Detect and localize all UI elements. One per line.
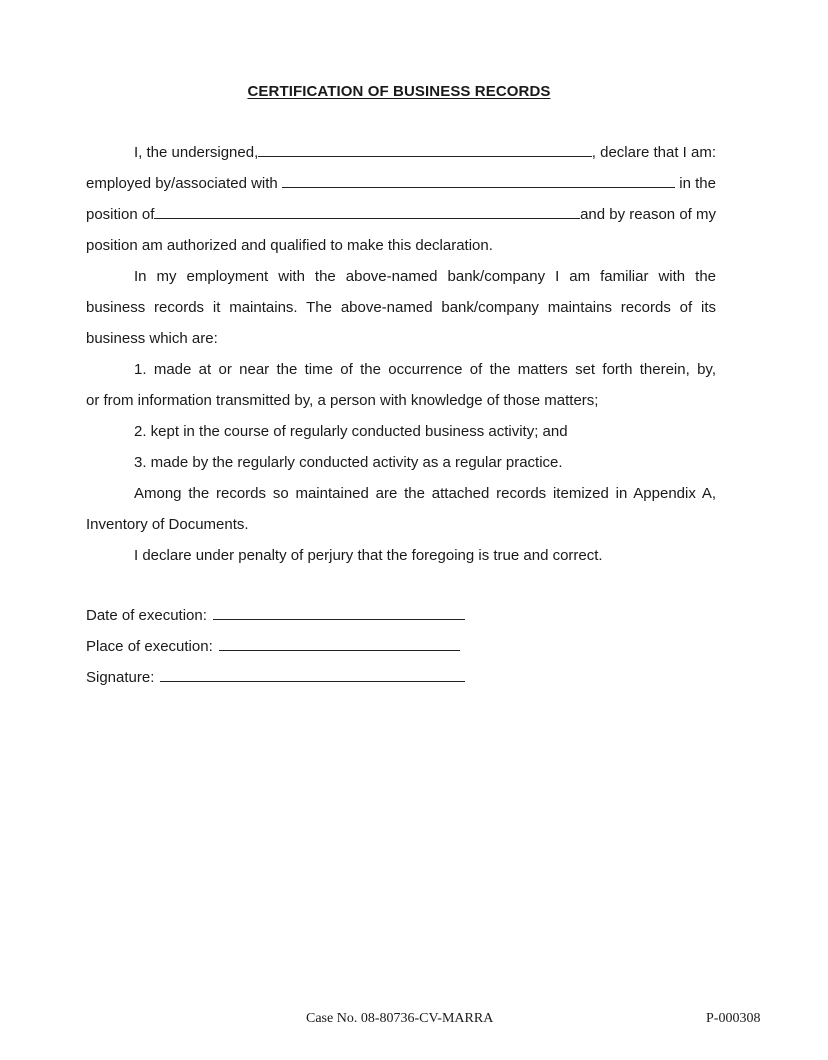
list-item-3-text: 3. made by the regularly conducted activity as a regular practice.: [134, 454, 563, 471]
position-line: [86, 199, 716, 230]
date-of-execution-row: [86, 600, 465, 631]
signature-row: [86, 662, 465, 693]
records-text-1: Among the records so maintained are the attached records itemized in Appendix A,: [134, 485, 716, 502]
employer-line: [86, 168, 716, 199]
familiarity-text-3: business which are:: [86, 330, 218, 347]
employer-label: employed by/associated with: [86, 175, 278, 192]
date-of-execution-label: Date of execution:: [86, 607, 207, 624]
date-of-execution-field[interactable]: [213, 605, 465, 620]
place-of-execution-field[interactable]: [219, 636, 460, 651]
undersigned-label: I, the undersigned,: [134, 144, 259, 161]
declare-label: , declare that I am:: [591, 144, 716, 161]
records-line-1: [86, 478, 716, 509]
list-item-1-line-2: [86, 385, 716, 416]
undersigned-name-field[interactable]: [258, 142, 592, 157]
case-number: Case No. 08-80736-CV-MARRA: [306, 1011, 494, 1026]
reason-label: and by reason of my: [580, 206, 716, 223]
records-text-2: Inventory of Documents.: [86, 516, 249, 533]
declaration-body: [86, 137, 716, 571]
execution-block: [86, 600, 465, 693]
perjury-line: [86, 540, 716, 571]
document-title: CERTIFICATION OF BUSINESS RECORDS: [247, 83, 551, 100]
authorized-line: [86, 230, 716, 261]
in-the-label: in the: [679, 175, 716, 192]
signature-field[interactable]: [160, 667, 465, 682]
list-item-3: [86, 447, 716, 478]
perjury-text: I declare under penalty of perjury that the foregoing is true and correct.: [134, 547, 603, 564]
employer-field[interactable]: [282, 173, 676, 188]
familiarity-line-3: [86, 323, 716, 354]
position-field[interactable]: [154, 204, 580, 219]
position-label: position of: [86, 206, 155, 223]
list-item-2: [86, 416, 716, 447]
page-number: P-000308: [706, 1011, 761, 1026]
records-line-2: [86, 509, 716, 540]
authorized-text: position am authorized and qualified to make this declaration.: [86, 237, 493, 254]
familiarity-text-2: business records it maintains. The above-named bank/company maintains records of its: [86, 299, 716, 316]
familiarity-line-2: [86, 292, 716, 323]
familiarity-line-1: [86, 261, 716, 292]
list-item-1-text-2: or from information transmitted by, a person with knowledge of those matters;: [86, 392, 599, 409]
signature-label: Signature:: [86, 669, 155, 686]
place-of-execution-row: [86, 631, 465, 662]
place-of-execution-label: Place of execution:: [86, 638, 213, 655]
list-item-1-line-1: [86, 354, 716, 385]
undersigned-line: [86, 137, 716, 168]
familiarity-text-1: In my employment with the above-named bank/company I am familiar with the: [134, 268, 716, 285]
list-item-2-text: 2. kept in the course of regularly conducted business activity; and: [134, 423, 568, 440]
list-item-1-text-1: 1. made at or near the time of the occurrence of the matters set forth therein, by,: [134, 361, 716, 378]
